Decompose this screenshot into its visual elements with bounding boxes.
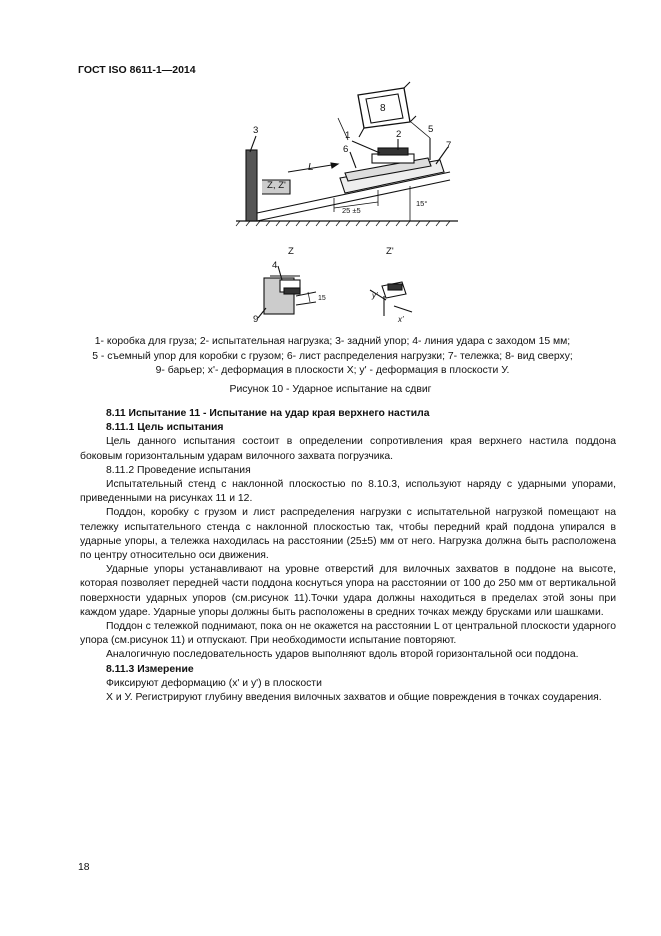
fig-label-3: 3 bbox=[253, 125, 259, 136]
fig-label-x: x' bbox=[398, 315, 404, 324]
page-number: 18 bbox=[78, 862, 90, 873]
paragraph-release: Поддон с тележкой поднимают, пока он не окажется на расстоянии L от центральной плоскости ударного упора (см.рисунок 11) и отпускают. При необходимости испытание повторяют. bbox=[80, 621, 616, 647]
figure-10-drawing bbox=[0, 0, 661, 340]
fig-label-deg: 15° bbox=[416, 199, 428, 208]
heading-8-11-1: 8.11.1 Цель испытания bbox=[106, 422, 224, 434]
fig-label-z: Z bbox=[288, 246, 294, 257]
paragraph-placement: Поддон, коробку с грузом и лист распределения нагрузки с испытательной нагрузкой помещают на тележку испытательного стенда с наклонной плоскостью так, чтобы передний край поддона упирался в ударные упоры, а тележка находилась на расстоянии (25±5) мм от него. Нагрузка должна быть расположена по центру относительно оси движения. bbox=[80, 507, 616, 562]
fig-label-y: y' bbox=[372, 291, 378, 300]
fig-label-8: 8 bbox=[380, 103, 386, 114]
fig-label-5: 5 bbox=[428, 124, 434, 135]
heading-8-11: 8.11 Испытание 11 - Испытание на удар края верхнего настила bbox=[106, 408, 430, 419]
fig-label-dist: 25 ±5 bbox=[342, 206, 361, 215]
fig-label-L: L bbox=[308, 162, 314, 173]
fig-label-zprime: Z' bbox=[386, 246, 394, 257]
section-8-11 bbox=[80, 407, 616, 705]
paragraph-test-stand: Испытательный стенд с наклонной плоскостью по 8.10.3, используют наряду с ударными упорами, приведенными на рисунках 11 и 12. bbox=[80, 479, 616, 505]
paragraph-purpose: Цель данного испытания состоит в определении сопротивления края верхнего настила поддона боковым горизонтальным ударам вилочного захвата погрузчика. bbox=[80, 436, 616, 462]
figure-title: Рисунок 10 - Ударное испытание на сдвиг bbox=[229, 384, 432, 395]
paragraph-measure-1: Фиксируют деформацию (x' и y') в плоскости bbox=[106, 677, 322, 689]
fig-label-9: 9 bbox=[253, 314, 259, 325]
fig-label-1: 1 bbox=[345, 130, 351, 141]
fig-label-zz: Z, Z' bbox=[267, 180, 286, 191]
figure-legend bbox=[60, 335, 605, 379]
fig-label-4: 4 bbox=[272, 260, 278, 271]
fig-label-6: 6 bbox=[343, 144, 349, 155]
fig-label-15: 15 bbox=[318, 295, 326, 302]
legend-line-1: 1- коробка для груза; 2- испытательная нагрузка; 3- задний упор; 4- линия удара с заходом 15 мм; bbox=[94, 336, 571, 347]
fig-label-7: 7 bbox=[446, 140, 452, 151]
paragraph-repeat: Аналогичную последовательность ударов выполняют вдоль второй горизонтальной оси поддона. bbox=[106, 649, 579, 661]
fig-label-2: 2 bbox=[396, 129, 402, 140]
document-code: ГОСТ ISO 8611-1—2014 bbox=[78, 64, 196, 76]
paragraph-measure-2: X и У. Регистрируют глубину введения вилочных захватов и общие повреждения в точках соударения. bbox=[106, 692, 602, 704]
legend-line-2: 5 - съемный упор для коробки с грузом; 6- лист распределения нагрузки; 7- тележка; 8- вид сверху; bbox=[92, 350, 573, 362]
legend-line-3: 9- барьер; x'- деформация в плоскости X; y' - деформация в плоскости У. bbox=[155, 365, 510, 377]
paragraph-impact-stops: Ударные упоры устанавливают на уровне отверстий для вилочных захватов в поддоне на высоте, которая позволяет передней части поддона коснуться упора на расстоянии от 100 до 250 мм от вертикальной поверхности ударных упоров (см.рисунок 11).Точки удара должны находиться в пределах этой зоны при каждом ударе. Ударные упоры должны быть расположены в средних точках между брусками или шашками. bbox=[80, 564, 616, 618]
heading-8-11-2: 8.11.2 Проведение испытания bbox=[106, 464, 251, 476]
heading-8-11-3: 8.11.3 Измерение bbox=[106, 663, 194, 675]
